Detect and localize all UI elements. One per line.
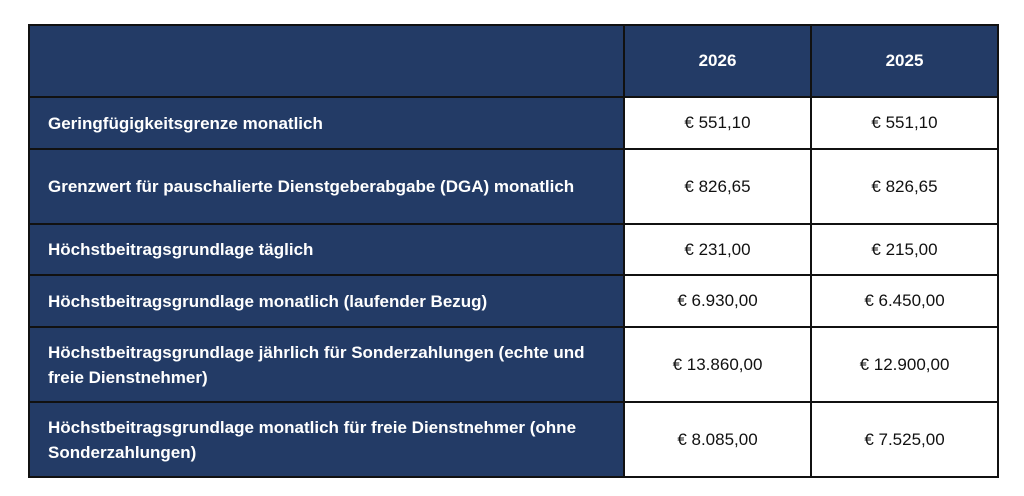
table-row xyxy=(29,97,998,149)
contribution-limits-table xyxy=(28,24,999,478)
cell-value-2026: € 13.860,00 xyxy=(624,327,811,402)
table-header-row xyxy=(29,25,998,97)
cell-value-2025: € 215,00 xyxy=(811,224,998,275)
table-row xyxy=(29,402,998,477)
table-row xyxy=(29,275,998,327)
cell-value-2026: € 826,65 xyxy=(624,149,811,224)
table-row xyxy=(29,327,998,402)
cell-value-2025: € 7.525,00 xyxy=(811,402,998,477)
table-row xyxy=(29,224,998,275)
cell-value-2026: € 231,00 xyxy=(624,224,811,275)
cell-value-2026: € 551,10 xyxy=(624,97,811,149)
header-year-2026: 2026 xyxy=(624,25,811,97)
cell-value-2025: € 826,65 xyxy=(811,149,998,224)
table-row xyxy=(29,149,998,224)
header-year-2025: 2025 xyxy=(811,25,998,97)
cell-value-2026: € 8.085,00 xyxy=(624,402,811,477)
row-label: Geringfügigkeitsgrenze monatlich xyxy=(29,97,624,149)
row-label: Höchstbeitragsgrundlage jährlich für Sonderzahlungen (echte und freie Dienstnehmer) xyxy=(29,327,624,402)
row-label: Höchstbeitragsgrundlage monatlich (laufender Bezug) xyxy=(29,275,624,327)
cell-value-2025: € 551,10 xyxy=(811,97,998,149)
cell-value-2025: € 6.450,00 xyxy=(811,275,998,327)
row-label: Höchstbeitragsgrundlage täglich xyxy=(29,224,624,275)
cell-value-2025: € 12.900,00 xyxy=(811,327,998,402)
header-corner-cell xyxy=(29,25,624,97)
cell-value-2026: € 6.930,00 xyxy=(624,275,811,327)
row-label: Grenzwert für pauschalierte Dienstgeberabgabe (DGA) monatlich xyxy=(29,149,624,224)
row-label: Höchstbeitragsgrundlage monatlich für freie Dienstnehmer (ohne Sonderzahlungen) xyxy=(29,402,624,477)
